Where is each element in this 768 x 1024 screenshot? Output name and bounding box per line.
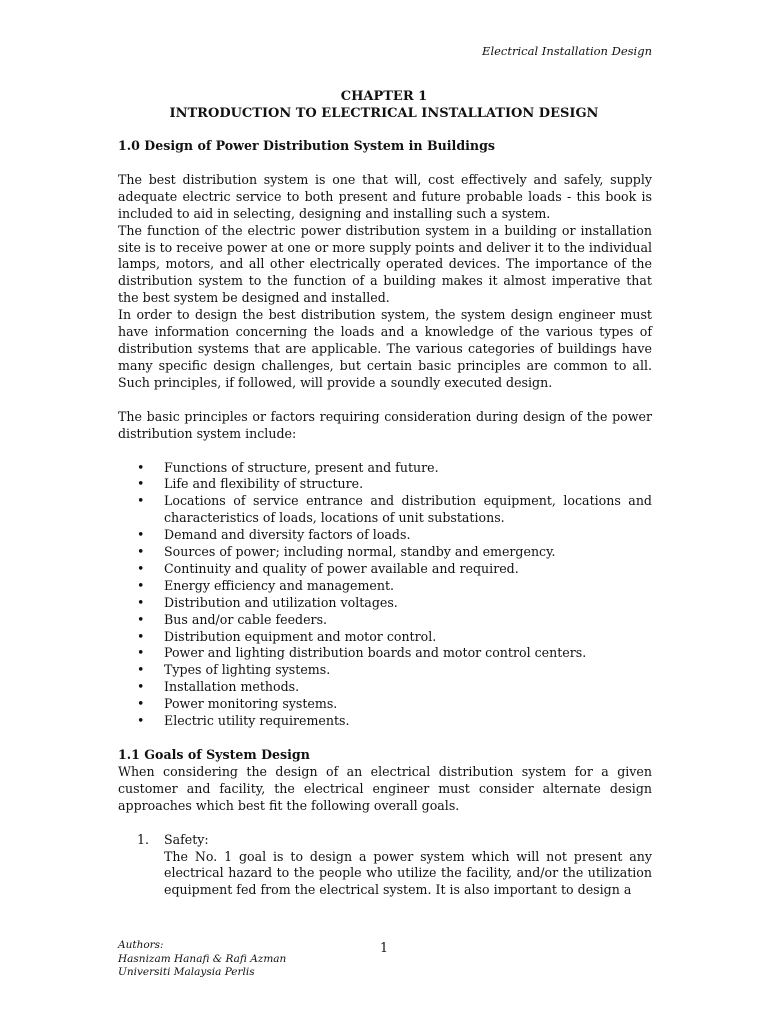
bullet-icon: • (137, 696, 145, 712)
section-title-1-1: 1.1 Goals of System Design (118, 747, 310, 762)
authors-label: Authors: (118, 939, 164, 951)
running-header: Electrical Installation Design (482, 44, 652, 58)
goal-item (118, 832, 652, 900)
list-item: • Power monitoring systems. (137, 696, 338, 712)
bullet-icon: • (137, 662, 145, 678)
goal-label: Safety: (164, 831, 209, 847)
bullet-icon: • (137, 713, 145, 729)
list-item: • Types of lighting systems. (137, 662, 331, 678)
section-title-1-0: 1.0 Design of Power Distribution System in Buildings (118, 138, 495, 153)
bullet-icon: • (137, 577, 145, 593)
body-content (118, 138, 652, 899)
bullet-icon: • (137, 476, 145, 492)
bullet-icon: • (137, 628, 145, 644)
paragraph: The function of the electric power distribution system in a building or installation site is to receive power at one or more supply points and deliver it to the individual lamps, motors, and all other electrically operated devices. The importance of the distribution system to the function of a building makes it almost imperative that the best system be designed and installed. (118, 222, 652, 306)
list-item: • Power and lighting distribution boards and motor control centers. (137, 645, 587, 661)
goal-number: 1. (137, 831, 150, 847)
list-item: • Distribution equipment and motor control. (137, 628, 437, 644)
list-intro-paragraph: The basic principles or factors requiring consideration during design of the power distribution system include: (118, 408, 652, 441)
chapter-heading (0, 88, 768, 122)
paragraph: In order to design the best distribution system, the system design engineer must have information concerning the loads and a knowledge of the various types of distribution systems that are applicable. The various categories of buildings have many specific design challenges, but certain basic principles are common to all. Such principles, if followed, will provide a soundly executed design. (118, 307, 652, 390)
list-item: • Demand and diversity factors of loads. (137, 527, 411, 543)
bullet-icon: • (137, 544, 145, 560)
goals-list (118, 832, 652, 900)
bullet-icon: • (137, 611, 145, 627)
institution: Universiti Malaysia Perlis (118, 966, 255, 978)
list-item: • Functions of structure, present and future. (137, 459, 439, 475)
list-item: • Sources of power; including normal, standby and emergency. (137, 544, 556, 560)
goal-text: The No. 1 goal is to design a power system which will not present any electrical hazard to the people who utilize the facility, and/or the utilization equipment fed from the electrical system. It is also important to design a (164, 848, 652, 898)
list-item: • Locations of service entrance and distribution equipment, locations and characteristics of loads, locations of unit substations. (137, 493, 652, 526)
chapter-title: INTRODUCTION TO ELECTRICAL INSTALLATION DESIGN (169, 106, 599, 121)
bullet-icon: • (137, 527, 145, 543)
list-item: • Energy efficiency and management. (137, 577, 395, 593)
list-item: • Bus and/or cable feeders. (137, 611, 328, 627)
page-number: 1 (380, 940, 389, 955)
paragraph: The best distribution system is one that will, cost effectively and safely, supply adequate electric service to both present and future probable loads - this book is included to aid in selecting, designing and installing such a system. (118, 171, 652, 221)
list-item: • Life and flexibility of structure. (137, 476, 364, 492)
authors-names: Hasnizam Hanafi & Rafi Azman (118, 952, 287, 965)
bullet-icon: • (137, 594, 145, 610)
list-item: • Distribution and utilization voltages. (137, 594, 398, 610)
bullet-icon: • (137, 679, 145, 695)
list-item: • Electric utility requirements. (137, 713, 350, 729)
bullet-icon: • (137, 493, 145, 509)
bullet-icon: • (137, 645, 145, 661)
chapter-number: CHAPTER 1 (340, 89, 428, 104)
principles-list (118, 460, 652, 731)
list-item: • Continuity and quality of power available and required. (137, 560, 519, 576)
list-item: • Installation methods. (137, 679, 300, 695)
footer-authors (118, 939, 286, 980)
bullet-icon: • (137, 560, 145, 576)
bullet-icon: • (137, 459, 145, 475)
paragraph: When considering the design of an electrical distribution system for a given customer and facility, the electrical engineer must consider alternate design approaches which best fit the following overall goals. (118, 763, 652, 813)
